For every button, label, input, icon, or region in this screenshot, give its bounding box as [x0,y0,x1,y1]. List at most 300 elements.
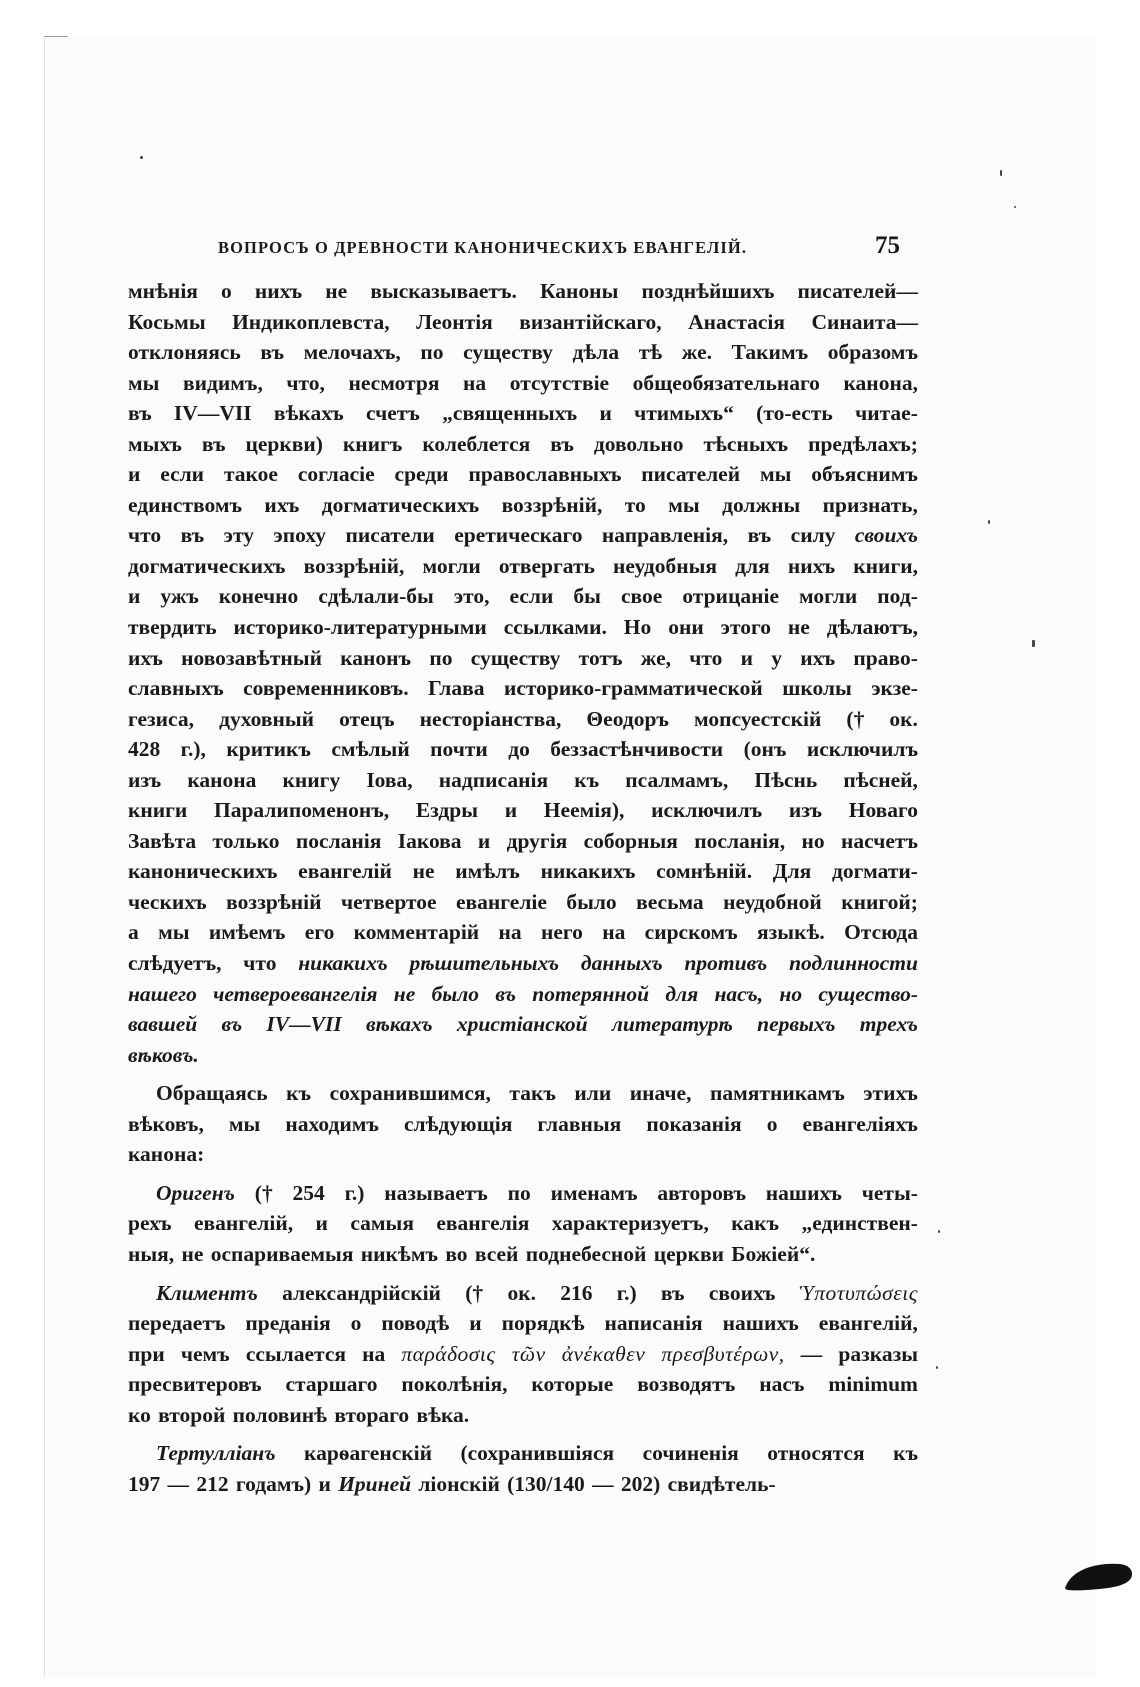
word: рехъ [128,1211,172,1236]
word: о [350,1311,362,1336]
greek-word: τῶν [511,1341,546,1366]
page-number: 75 [875,232,900,259]
word: ныя, [128,1241,175,1266]
word: и [477,828,491,853]
emphasized-word: въ [221,1012,243,1037]
word: счетъ [365,401,420,426]
word: на [362,1341,386,1366]
word: († [465,1280,484,1305]
word: въ [201,431,226,456]
text-line [128,551,918,582]
emphasized-word: христіанской [456,1012,588,1037]
word: Пѣснь [754,767,818,792]
word: дѣлаютъ, [826,615,918,640]
text-line [128,1239,918,1270]
word: твердить [128,615,217,640]
word: воззрѣній [226,889,322,914]
text-line [128,1278,918,1309]
word: называетъ [384,1180,488,1205]
emphasized-word: четвероевангелія [213,981,378,1006]
word: († [846,706,865,731]
word: предѣлахъ; [808,431,918,456]
word: посланія, [694,828,786,853]
text-line [128,490,918,521]
word: по [429,645,453,670]
emphasized-word: никакихъ [298,951,388,976]
greek-word: Ὑποτυπώσεις [799,1280,918,1305]
scan-speck [1000,170,1002,176]
emphasized-word: данныхъ [580,951,663,976]
scan-speck [1032,640,1035,647]
word: позднѣйшихъ [641,279,775,303]
word: отклоняясь [128,340,241,365]
word: Θеодоръ [586,706,669,731]
word: и [128,584,141,609]
word: гезиса, [128,706,194,731]
word: что [689,645,723,670]
word: у [771,645,783,670]
word: — [167,1471,190,1496]
word: свое [620,584,663,609]
word: Для [772,859,812,884]
word: книги, [853,553,918,578]
word: мы [128,370,160,395]
word: IV—VII [173,401,252,426]
word: согласіе [297,462,375,487]
paragraph [128,1438,918,1499]
word: 197 [128,1471,161,1496]
word: (то-есть [756,401,833,426]
word: minimum [828,1372,918,1397]
word: „единствен- [801,1211,918,1236]
word: общеобязательнаго [632,370,820,395]
word: половинѣ [232,1402,328,1427]
word: — [592,1471,614,1496]
word: на [602,920,626,945]
word: и [740,645,754,670]
word: чемъ [180,1341,230,1366]
word: что, [286,370,325,395]
text-line [128,368,918,399]
word: несторіанства, [419,706,562,731]
word: евангелія [436,1211,530,1236]
word: ужъ [160,584,199,609]
word: писателей— [797,279,918,303]
word: духовный [219,706,315,731]
emphasized-word: существо- [818,981,918,1006]
word: канона, [843,370,918,395]
word: могли [422,553,481,578]
word: или [574,1081,612,1106]
word: Іова, [366,767,413,792]
word: мы [668,492,700,517]
word: бы [573,584,601,609]
text-line [128,826,918,857]
word: византійскаго, [519,309,662,334]
emphasized-word: противъ [684,951,768,976]
word: славныхъ [128,676,224,701]
emphasized-word: вѣковъ. [128,1042,199,1067]
emphasized-word: Климентъ [156,1280,258,1305]
word: мыхъ [128,431,182,456]
word: при [128,1341,165,1366]
word: его [304,920,335,945]
word: дѣла [572,340,620,365]
text-line [128,307,918,338]
word: тѣсныхъ [703,431,789,456]
word: (онъ [743,737,787,762]
word: имѣемъ [208,920,286,945]
word: мы [759,462,792,487]
word: среди [394,462,449,487]
word: ихъ [128,645,163,670]
word: памятникамъ [709,1081,845,1106]
word: языкѣ. [757,920,825,945]
word: комментарій [353,920,480,945]
word: существу [470,645,561,670]
word: сомнѣній. [656,859,753,884]
paragraph [128,1078,918,1170]
word: 254 [292,1180,325,1205]
word: годамъ) [235,1471,312,1496]
body-text [128,276,918,1499]
word: единствомъ [128,492,242,517]
text-line [128,1308,918,1339]
word: только [212,828,280,853]
word: тѣ [638,340,663,365]
word: а [128,920,139,945]
text-line [128,276,918,307]
emphasized-word: было [431,981,480,1006]
word: отсутствіе [509,370,610,395]
paragraph-gap [128,1070,918,1078]
word: евангелій, [818,1311,918,1336]
word: другія [506,828,568,853]
word: о [221,279,232,303]
word: Глава [428,676,485,701]
word: посланія [295,828,382,853]
word: евангелій [298,859,392,884]
word: надписанія [438,767,549,792]
word: Леонтія [416,309,493,334]
word: къ [574,767,600,792]
word: мы [158,920,190,945]
word: свидѣтель- [667,1471,776,1496]
word: нашихъ [765,1180,842,1205]
word: высказываетъ. [370,279,517,303]
word: образомъ [827,340,918,365]
word: церкви [653,1241,724,1266]
word: ческихъ [128,889,207,914]
text-line [128,1469,918,1500]
word: Паралипоменонъ, [214,798,390,823]
word: (130/140 [507,1471,585,1496]
word: евангеліе [456,889,547,914]
word: канона: [128,1142,205,1167]
word: евангелій, [193,1211,294,1236]
word: то [624,492,646,517]
text-line [128,1339,918,1370]
word: четвертое [340,889,437,914]
word: въ [550,431,574,456]
word: 212 [196,1471,229,1496]
emphasized-word: своихъ [854,523,918,548]
word: авторовъ [657,1180,746,1205]
word: порядкѣ [501,1311,585,1336]
word: Неемія), [543,798,625,823]
word: никѣмъ [360,1241,439,1266]
word: никакихъ [540,859,636,884]
word: показанія [646,1111,742,1136]
word: всей [474,1241,519,1266]
word: неудобныя [613,553,718,578]
word: весьма [636,889,704,914]
word: несмотря [348,370,440,395]
word: Отсюда [844,920,918,945]
word: почти [430,737,488,762]
word: характеризуетъ, [551,1211,709,1236]
word: къ [286,1081,312,1106]
word: этого [720,615,771,640]
word: псалмамъ, [625,767,729,792]
word: пѣсней, [843,767,918,792]
scan-speck [938,1230,940,1233]
paragraph-gap [128,1170,918,1178]
word: беззастѣнчивости [550,737,724,762]
greek-word: πρεσβυτέρων, [661,1341,785,1366]
word: Божіей“. [731,1241,816,1266]
word: сдѣлали-бы [318,584,434,609]
word: если [160,462,205,487]
word: если [509,584,554,609]
word: о [766,1111,778,1136]
greek-word: παράδοσις [401,1341,496,1366]
word: второй [158,1402,226,1427]
word: самыя [350,1211,414,1236]
word: — [800,1341,823,1366]
word: смѣлый [331,737,410,762]
word: Обращаясь [156,1081,268,1106]
word: г.) [616,1280,637,1305]
word: направленія, [601,523,729,548]
word: писатели [345,523,435,548]
word: ок. [507,1280,536,1305]
emphasized-word: IV—VII [266,1012,342,1037]
word: ихъ [264,492,300,517]
word: († [254,1180,273,1205]
word: православныхъ [468,462,622,487]
word: Завѣта [128,828,197,853]
paragraph-gap [128,1270,918,1278]
word: тотъ [578,645,623,670]
word: каноническихъ [128,859,278,884]
word: для [735,553,770,578]
word: соборныя [583,828,678,853]
word: въ [747,523,772,548]
emphasized-word: насъ, [714,981,764,1006]
emphasized-word: Оригенъ [156,1180,235,1205]
word: иначе, [629,1081,692,1106]
word: Іакова [397,828,462,853]
text-line [128,337,918,368]
word: разказы [838,1341,918,1366]
word: на [498,920,522,945]
word: Такимъ [731,340,809,365]
text-line [128,917,918,948]
word: чтимыхъ“ [634,401,734,426]
emphasized-word: вѣкахъ [365,1012,433,1037]
word: Синаита— [811,309,918,334]
emphasized-word: первыхъ [757,1012,836,1037]
word: школы [782,676,852,701]
word: не [181,1241,204,1266]
word: видимъ, [183,370,263,395]
running-title: ВОПРОСЪ О ДРЕВНОСТИ КАНОНИЧЕСКИХЪ ЕВАНГЕЛІЙ. [218,238,748,257]
word: могли [799,584,858,609]
word: нихъ [254,279,303,303]
word: г.) [344,1180,365,1205]
word: конечно [218,584,299,609]
word: нашихъ [722,1311,799,1336]
word: экзе- [871,676,918,701]
word: и [504,798,518,823]
word: вѣкахъ [273,401,344,426]
word: Косьмы [128,309,206,334]
word: отвергать [498,553,595,578]
word: новозавѣтный [181,645,322,670]
emphasized-word: не [393,981,416,1006]
text-line [128,1369,918,1400]
emphasized-word: потерянной [532,981,650,1006]
word: догматическихъ [128,553,286,578]
word: и [315,1211,328,1236]
word: ок. [889,706,918,731]
word: изъ [128,767,162,792]
emphasized-word: Ириней [338,1471,412,1496]
text-line [128,979,918,1010]
word: слѣдуетъ, [128,951,222,976]
word: въ [128,401,152,426]
word: поколѣнія, [401,1372,508,1397]
word: воззрѣній, [501,492,603,517]
text-line [128,1139,918,1170]
word: этихъ [863,1081,918,1106]
word: современниковъ. [243,676,409,701]
text-line [128,1208,918,1239]
word: Каноны [539,279,619,303]
emphasized-word: нашего [128,981,197,1006]
word: имѣлъ [455,859,520,884]
word: ихъ [800,645,836,670]
word: книги [128,798,188,823]
word: возводятъ [637,1372,736,1397]
text-line [128,1178,918,1209]
word: исключилъ [806,737,918,762]
word: въ [660,1280,685,1305]
word: именамъ [550,1180,638,1205]
word: сохранившимся, [329,1081,491,1106]
word: сочиненія [642,1441,739,1466]
word: мнѣнія [128,279,198,303]
word: передаетъ [128,1311,226,1336]
word: какъ [731,1211,780,1236]
word: критикъ [226,737,311,762]
word: колеблется [422,431,531,456]
word: (сохранившіяся [460,1441,615,1466]
word: написанія [604,1311,703,1336]
word: воззрѣній, [303,553,405,578]
scan-speck [988,520,990,524]
word: же. [681,340,712,365]
scan-speck [1014,206,1016,208]
word: книгой; [841,889,918,914]
word: же, [640,645,671,670]
word: еретическаго [454,523,583,548]
word: историко-грамматической [503,676,763,701]
word: главныя [537,1111,622,1136]
word: „священныхъ [442,401,578,426]
word: насчетъ [840,828,918,853]
word: отрицаніе [682,584,779,609]
emphasized-word: но [779,981,803,1006]
word: ліонскій [418,1471,500,1496]
text-line [128,429,918,460]
word: по [507,1180,531,1205]
word: нихъ [787,553,836,578]
word: право- [853,645,918,670]
word: до [508,737,530,762]
word: неудобной [723,889,822,914]
word: церкви) [245,431,323,456]
text-line [128,612,918,643]
text-line [128,1438,918,1469]
word: Индикоплевста, [232,309,390,334]
text-line [128,1078,918,1109]
word: него [540,920,583,945]
word: евангеліяхъ [802,1111,918,1136]
word: объяснимъ [811,462,918,487]
running-head [218,232,918,266]
text-line [128,734,918,765]
word: Но [623,615,652,640]
word: 216 [560,1280,593,1305]
word: ссылается [245,1341,347,1366]
word: историко-литературными [233,615,487,640]
word: и [318,1471,331,1496]
emphasized-word: трехъ [859,1012,918,1037]
text-line [128,398,918,429]
emphasized-word: для [665,981,699,1006]
word: карѳагенскій [304,1441,433,1466]
word: насъ [759,1372,805,1397]
paragraph-gap [128,1430,918,1438]
word: что [128,523,162,548]
word: эту [223,523,254,548]
word: старшаго [285,1372,378,1397]
word: поднебесной [525,1241,647,1266]
word: къ [893,1441,918,1466]
word: находимъ [285,1111,379,1136]
word: ко [128,1402,151,1427]
word: это, [453,584,490,609]
emphasized-word: подлинности [789,951,918,976]
word: мопсуестскій [694,706,822,731]
word: книгу [282,767,341,792]
emphasized-word: вавшей [128,1012,198,1037]
text-line [128,1109,918,1140]
text-line [128,887,918,918]
word: книгъ [342,431,403,456]
